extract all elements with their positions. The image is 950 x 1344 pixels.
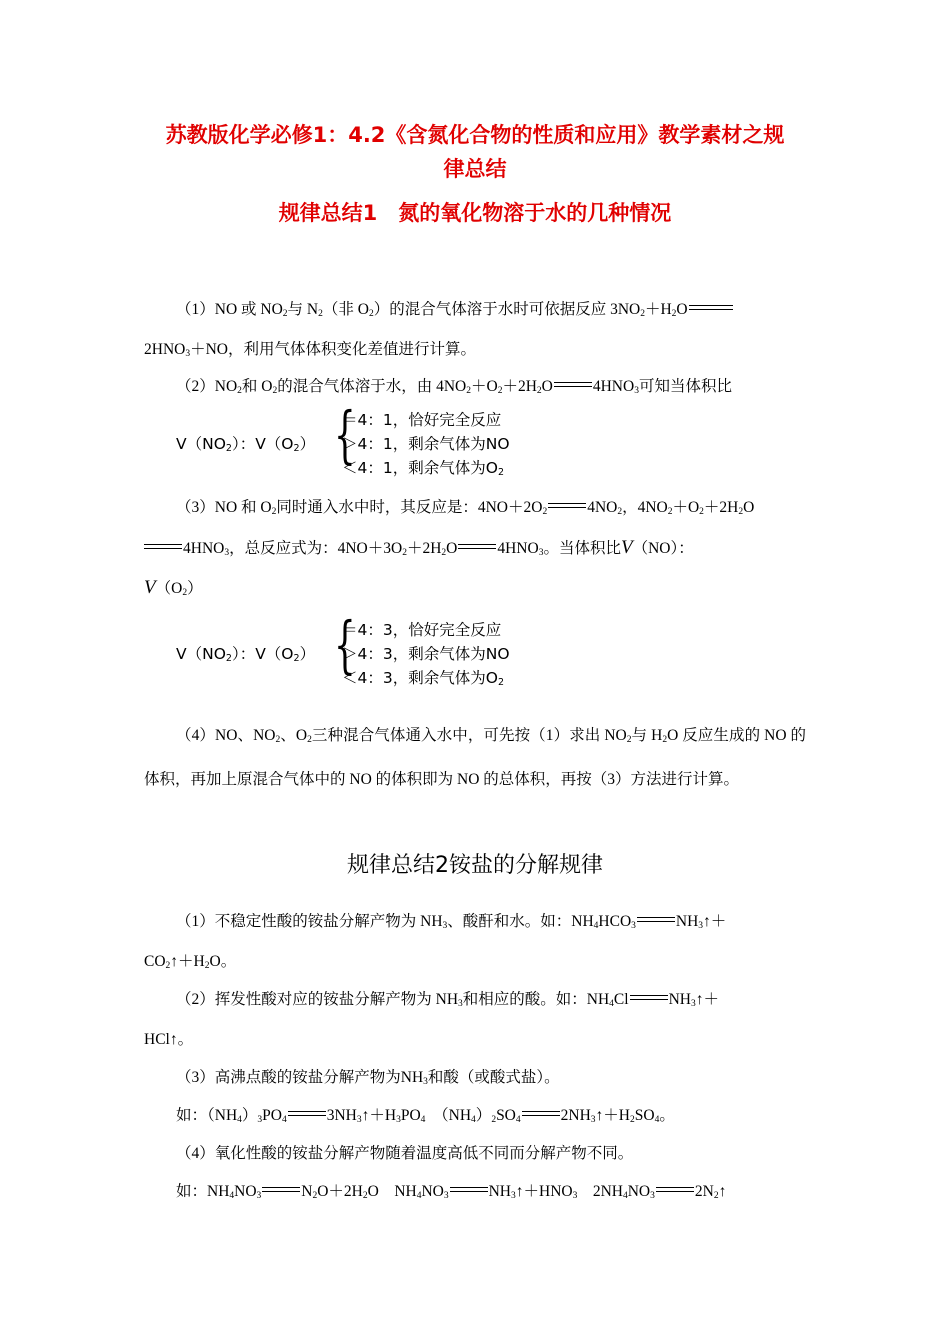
subscript-text: 2: [275, 735, 281, 745]
text-run: Cl: [613, 991, 629, 1008]
text-run: O: [541, 378, 553, 395]
subscript-text: 4: [654, 1115, 660, 1125]
subscript-text: 2: [699, 507, 704, 517]
subscript-text: 3: [256, 1191, 262, 1201]
text-run: （2）NO: [176, 378, 238, 395]
subscript-text: 3: [538, 548, 544, 558]
subscript-text: 3: [356, 1115, 362, 1125]
subscript-text: 3: [572, 1191, 578, 1201]
text-run: ↑: [718, 1183, 727, 1200]
subscript-text: 4: [471, 1115, 476, 1125]
text-run: ＋O: [470, 378, 498, 395]
subscript-text: 2: [667, 507, 673, 517]
subscript-text: 2: [713, 1191, 719, 1201]
text-run: ＋H: [644, 301, 672, 318]
title-line-2: 律总结: [443, 157, 507, 181]
subscript-text: 2: [402, 548, 407, 558]
sec2-paragraph-2-cont: HCl↑。: [144, 1031, 194, 1048]
sec1-paragraph-3-cont: [144, 528, 806, 573]
equals-sign: [522, 1111, 560, 1116]
subscript-text: 2: [542, 507, 548, 517]
text-run: O: [743, 499, 755, 516]
text-run: （NO）：: [632, 540, 694, 557]
text-run: 2N: [694, 1183, 714, 1200]
equals-sign: [554, 382, 592, 387]
subscript-text: 3: [698, 921, 704, 931]
subscript-text: 2: [640, 309, 645, 319]
text-run: 2HNO: [144, 341, 186, 358]
text-run: （1）NO 或 NO: [176, 301, 283, 318]
subscript-text: 4: [237, 1115, 242, 1125]
text-run: （1）不稳定性酸的铵盐分解产物为 NH: [176, 913, 443, 930]
subscript-text: 2: [497, 386, 503, 396]
text-run: 同时通入水中时，其反应是：4NO＋2O: [276, 499, 543, 516]
subscript-text: 2: [182, 588, 188, 598]
subscript-text: 4: [609, 999, 614, 1009]
text-run: （4）NO、NO: [176, 727, 276, 744]
text-run: 和相应的酸。如：NH: [462, 991, 610, 1008]
equals-sign: [548, 503, 586, 508]
text-run: V（NO: [176, 435, 226, 453]
text-run: NO: [234, 1183, 257, 1200]
text-run: N: [301, 1183, 313, 1200]
subscript-text: 2: [466, 386, 471, 396]
subscript-text: 4: [229, 1191, 235, 1201]
subscript-text: 2: [293, 653, 300, 664]
subscript-text: 2: [225, 653, 232, 664]
text-run: ↑＋: [703, 913, 727, 930]
ratio-lhs: [176, 642, 315, 664]
text-run: O 反应生成的 NO 的体积，再加上原混合气体中的 NO 的体积即为 NO 的总体积，再按（3）方法进行计算。: [144, 727, 806, 788]
equals-sign: [630, 995, 668, 1000]
text-run: 、O: [280, 727, 308, 744]
subscript-text: 3: [423, 1077, 428, 1087]
sec2-example-4: [176, 1172, 726, 1216]
subscript-text: 2: [271, 507, 277, 517]
text-run: 三种混合气体通入水中，可先按（1）求出 NO: [311, 727, 627, 744]
subscript-text: 3: [443, 1191, 449, 1201]
text-run: （3）NO 和 O: [176, 499, 272, 516]
text-run: 4HNO: [497, 540, 539, 557]
text-run: 与 N: [287, 301, 319, 318]
sec2-paragraph-1: [144, 902, 806, 946]
text-run: ＜4：1，剩余气体为O: [342, 459, 498, 477]
text-run: 4HNO: [183, 540, 225, 557]
subscript-text: 4: [622, 1191, 628, 1201]
text-run: HCO: [598, 913, 632, 930]
ratio-case-greater: ＞4：1，剩余气体为NO: [342, 435, 510, 453]
ratio-cases-2: [176, 608, 556, 688]
subscript-text: 2: [165, 961, 171, 971]
text-run: ↑＋H: [361, 1107, 397, 1124]
text-run: ）：V（O: [231, 645, 294, 663]
subscript-text: 2: [497, 467, 504, 478]
subscript-text: 3: [442, 921, 448, 931]
text-run: 的混合气体溶于水，由 4NO: [277, 378, 467, 395]
text-run: PO: [400, 1107, 421, 1124]
text-run: ↑＋HNO: [515, 1183, 573, 1200]
text-run: V: [620, 537, 633, 558]
text-run: ＜4：3，剩余气体为O: [342, 669, 498, 687]
equals-sign: [288, 1111, 326, 1116]
sec2-paragraph-4: （4）氧化性酸的铵盐分解产物随着温度高低不同而分解产物不同。: [176, 1145, 634, 1162]
text-run: （非 O: [322, 301, 369, 318]
equals-sign: [637, 917, 675, 922]
text-run: V（NO: [176, 645, 226, 663]
left-brace-icon: {: [334, 608, 356, 681]
subscript-text: 2: [629, 1115, 635, 1125]
text-run: V: [144, 577, 156, 598]
subscript-text: 3: [511, 1191, 516, 1201]
sec2-paragraph-2: [144, 980, 806, 1024]
text-run: 和 O: [241, 378, 273, 395]
text-run: ＋2H: [406, 540, 442, 557]
text-run: 4HNO: [592, 378, 635, 395]
text-run: ）: [241, 1107, 258, 1124]
subscript-text: 3: [590, 1115, 596, 1125]
text-run: （NH: [425, 1107, 472, 1124]
ratio-lhs: [176, 432, 315, 454]
equals-sign: [458, 544, 496, 549]
title-line-1: 苏教版化学必修1：4.2《含氮化合物的性质和应用》教学素材之规: [165, 123, 785, 147]
ratio-case-equal: ＝4：3，恰好完全反应: [342, 621, 502, 639]
text-run: SO: [634, 1107, 655, 1124]
subscript-text: 2: [368, 309, 374, 319]
text-run: NH: [488, 1183, 511, 1200]
equals-sign: [656, 1187, 694, 1192]
subscript-text: 2: [225, 443, 232, 454]
text-run: ，总反应式为：4NO＋3O: [229, 540, 403, 557]
subscript-text: 2: [293, 443, 300, 454]
text-run: （3）高沸点酸的铵盐分解产物为NH: [176, 1069, 424, 1086]
equals-sign: [144, 544, 182, 549]
text-run: 。当体积比: [543, 540, 621, 557]
subscript-text: 2: [204, 961, 210, 971]
text-run: ）: [299, 645, 316, 663]
text-run: ＋O: [672, 499, 700, 516]
text-run: NO: [627, 1183, 651, 1200]
subscript-text: 2: [272, 386, 278, 396]
text-run: 如：（NH: [176, 1107, 238, 1124]
sec1-paragraph-1: [144, 290, 806, 334]
subscript-text: 2: [662, 735, 668, 745]
subscript-text: 4: [420, 1115, 426, 1125]
text-run: ）: [299, 435, 316, 453]
text-run: 4NO: [587, 499, 618, 516]
subscript-text: 2: [536, 386, 542, 396]
text-run: ）：V（O: [231, 435, 294, 453]
text-run: NH: [675, 913, 699, 930]
text-run: O。: [209, 953, 237, 970]
section-1-heading: 规律总结1 氮的氧化物溶于水的几种情况: [278, 201, 672, 225]
subscript-text: 2: [491, 1115, 497, 1125]
equals-sign: [262, 1187, 300, 1192]
text-run: SO: [496, 1107, 516, 1124]
subscript-text: 3: [458, 999, 463, 1009]
text-run: ↑＋H: [170, 953, 205, 970]
ratio-case-equal: ＝4：1，恰好完全反应: [342, 411, 502, 429]
subscript-text: 2: [497, 677, 504, 688]
subscript-text: 2: [362, 1191, 368, 1201]
subscript-text: 2: [237, 386, 242, 396]
ratio-case-less: [342, 456, 504, 478]
subscript-text: 2: [282, 309, 288, 319]
text-run: 。: [659, 1107, 675, 1124]
subscript-text: 4: [281, 1115, 287, 1125]
text-run: NO: [421, 1183, 444, 1200]
text-run: ）的混合气体溶于水时可依据反应 3NO: [373, 301, 641, 318]
subscript-text: 3: [634, 386, 639, 396]
subscript-text: 3: [650, 1191, 655, 1201]
text-run: ＋2H: [502, 378, 537, 395]
text-run: （2）挥发性酸对应的铵盐分解产物为 NH: [176, 991, 459, 1008]
text-run: ）: [475, 1107, 492, 1124]
sec1-paragraph-4: [144, 716, 806, 800]
text-run: O＋2H: [317, 1183, 363, 1200]
subscript-text: 2: [312, 1191, 318, 1201]
text-run: 3NH: [326, 1107, 357, 1124]
ratio-case-less: [342, 666, 504, 688]
subscript-text: 3: [224, 548, 230, 558]
subscript-text: 2: [626, 735, 632, 745]
left-brace-icon: {: [334, 398, 356, 471]
subscript-text: 2: [307, 735, 312, 745]
ratio-case-greater: ＞4：3，剩余气体为NO: [342, 645, 510, 663]
subscript-text: 3: [631, 921, 636, 931]
text-run: O: [446, 540, 458, 557]
subscript-text: 4: [416, 1191, 422, 1201]
subscript-text: 2: [318, 309, 323, 319]
text-run: ，4NO: [622, 499, 668, 516]
text-run: 和酸（或酸式盐）。: [427, 1069, 560, 1086]
text-run: 与 H: [631, 727, 663, 744]
text-run: ↑＋: [695, 991, 719, 1008]
document-title: [120, 118, 830, 186]
ratio-cases-1: [176, 398, 556, 478]
text-run: 、酸酐和水。如：NH: [447, 913, 594, 930]
text-run: ＋NO，利用气体体积变化差值进行计算。: [190, 341, 476, 358]
text-run: O: [676, 301, 688, 318]
subscript-text: 4: [515, 1115, 521, 1125]
sec1-paragraph-3-cont2: [144, 568, 806, 613]
subscript-text: 4: [593, 921, 599, 931]
text-run: 2NH: [577, 1183, 623, 1200]
subscript-text: 3: [185, 349, 191, 359]
subscript-text: 2: [441, 548, 447, 558]
subscript-text: 2: [738, 507, 744, 517]
text-run: 如：NH: [176, 1183, 230, 1200]
text-run: ）: [187, 580, 203, 597]
text-run: PO: [262, 1107, 282, 1124]
text-run: CO: [144, 953, 166, 970]
text-run: （O: [155, 580, 183, 597]
sec1-paragraph-2: [144, 367, 806, 411]
subscript-text: 3: [396, 1115, 401, 1125]
text-run: 2NH: [560, 1107, 591, 1124]
equals-sign: [450, 1187, 488, 1192]
text-run: 可知当体积比: [638, 378, 732, 395]
equals-sign: [689, 305, 733, 310]
section-2-heading: 规律总结2铵盐的分解规律: [347, 853, 603, 878]
sec1-paragraph-3: [144, 488, 806, 532]
subscript-text: 2: [671, 309, 677, 319]
subscript-text: 2: [617, 507, 623, 517]
text-run: ↑＋H: [595, 1107, 630, 1124]
text-run: NH: [668, 991, 691, 1008]
subscript-text: 3: [257, 1115, 263, 1125]
text-run: ＋2H: [703, 499, 739, 516]
text-run: O NH: [367, 1183, 417, 1200]
subscript-text: 3: [690, 999, 696, 1009]
